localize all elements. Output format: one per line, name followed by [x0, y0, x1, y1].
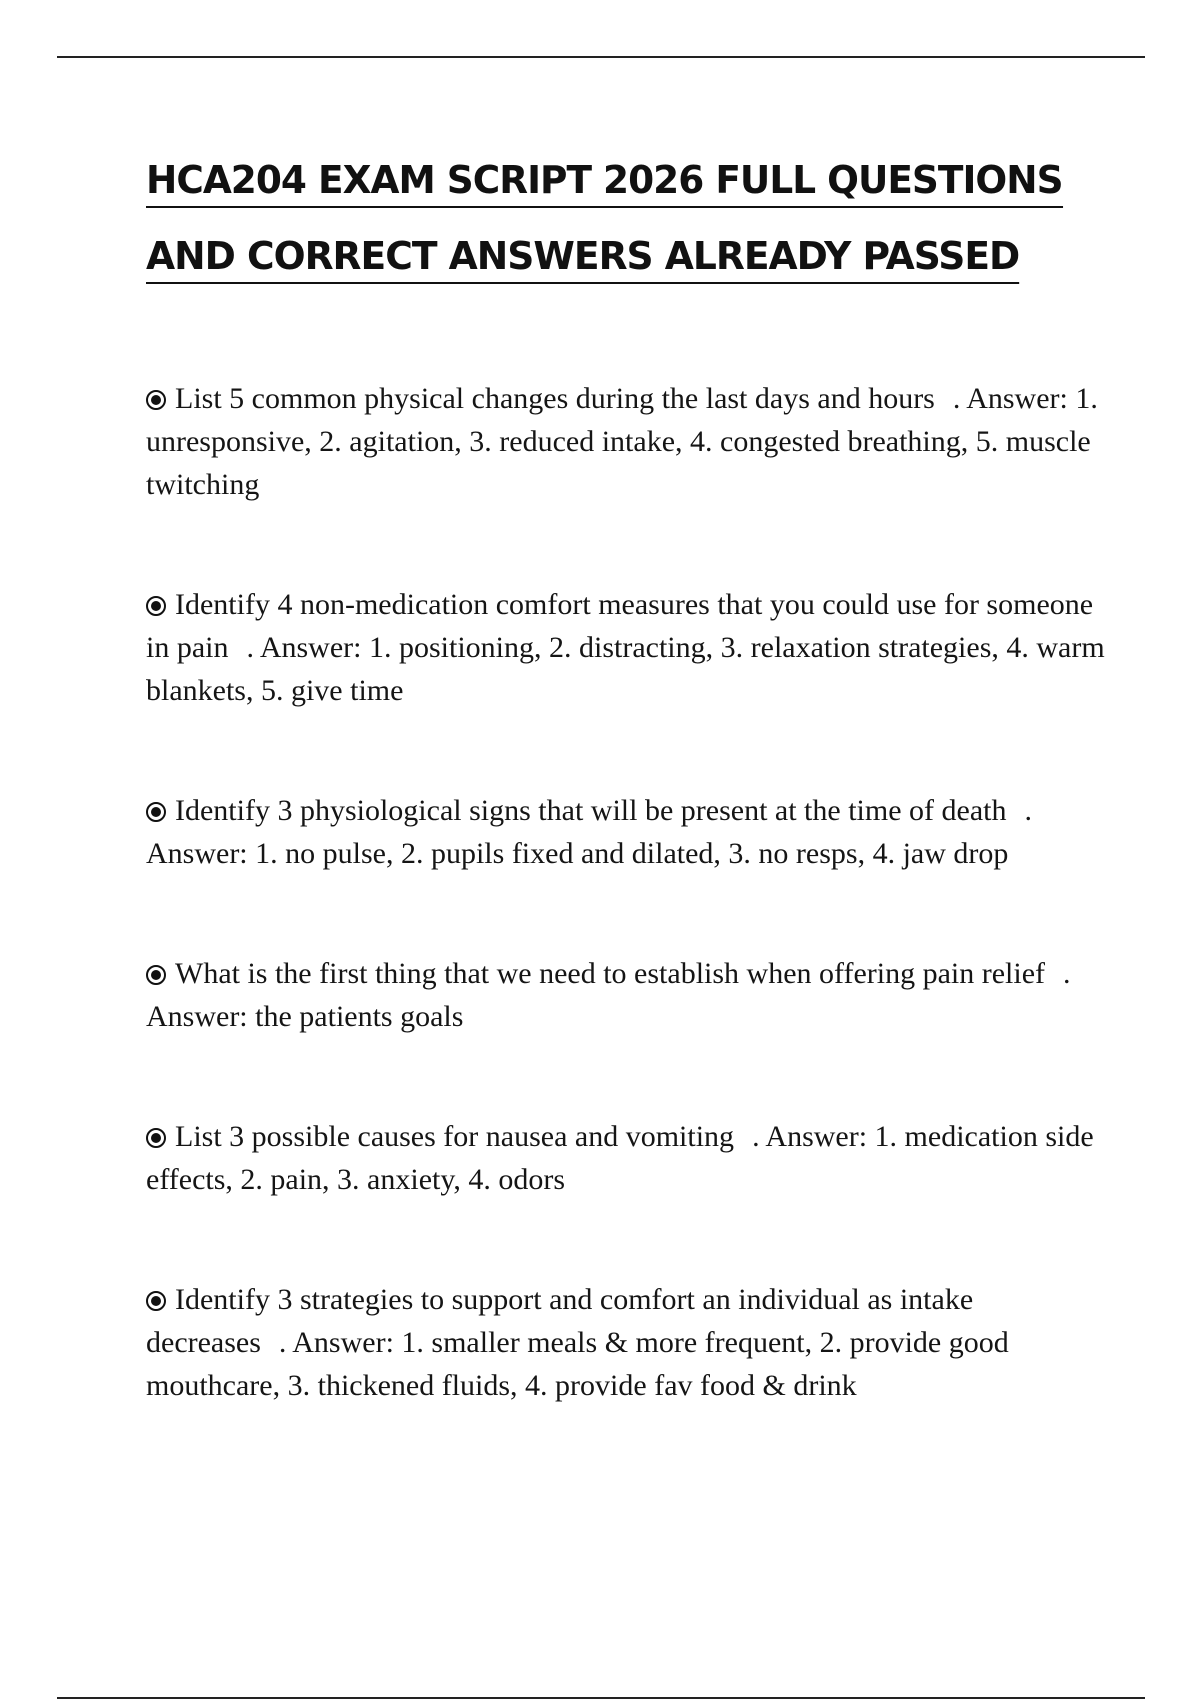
question-text: Identify 3 physiological signs that will be present at the time of death: [175, 794, 1007, 827]
radio-bullet-icon: [146, 1291, 166, 1311]
question-text: What is the first thing that we need to establish when offering pain relief: [175, 957, 1046, 990]
answer-text: . Answer: 1. unresponsive, 2. agitation, 3. reduced intake, 4. congested breathing, 5. muscle twitching: [146, 382, 1098, 501]
question-text: Identify 4 non-medication comfort measures that you could use for someone in pain: [146, 588, 1094, 664]
qa-item: [146, 1278, 1106, 1407]
top-rule: [57, 56, 1145, 58]
question-text: List 5 common physical changes during the last days and hours: [175, 382, 935, 415]
radio-bullet-icon: [146, 965, 166, 985]
answer-text: . Answer: 1. smaller meals & more frequent, 2. provide good mouthcare, 3. thickened fluids, 4. provide fav food & drink: [146, 1326, 1009, 1402]
title-line-2: AND CORRECT ANSWERS ALREADY PASSED: [146, 230, 1019, 284]
bottom-rule: [57, 1697, 1145, 1699]
qa-item: [146, 583, 1106, 712]
title-line-1: HCA204 EXAM SCRIPT 2026 FULL QUESTIONS: [146, 154, 1063, 208]
answer-text: . Answer: 1. medication side effects, 2. pain, 3. anxiety, 4. odors: [146, 1120, 1094, 1196]
document-title: [146, 146, 1146, 298]
radio-bullet-icon: [146, 1128, 166, 1148]
qa-item: [146, 377, 1106, 506]
answer-text: . Answer: 1. no pulse, 2. pupils fixed and dilated, 3. no resps, 4. jaw drop: [146, 794, 1032, 870]
radio-bullet-icon: [146, 390, 166, 410]
question-text: Identify 3 strategies to support and comfort an individual as intake decreases: [146, 1283, 974, 1359]
radio-bullet-icon: [146, 596, 166, 616]
answer-text: . Answer: the patients goals: [146, 957, 1071, 1033]
qa-item: [146, 952, 1106, 1038]
radio-bullet-icon: [146, 802, 166, 822]
question-text: List 3 possible causes for nausea and vomiting: [175, 1120, 735, 1153]
answer-text: . Answer: 1. positioning, 2. distracting, 3. relaxation strategies, 4. warm blankets, 5. give time: [146, 631, 1105, 707]
qa-item: [146, 1115, 1106, 1201]
qa-item: [146, 789, 1106, 875]
